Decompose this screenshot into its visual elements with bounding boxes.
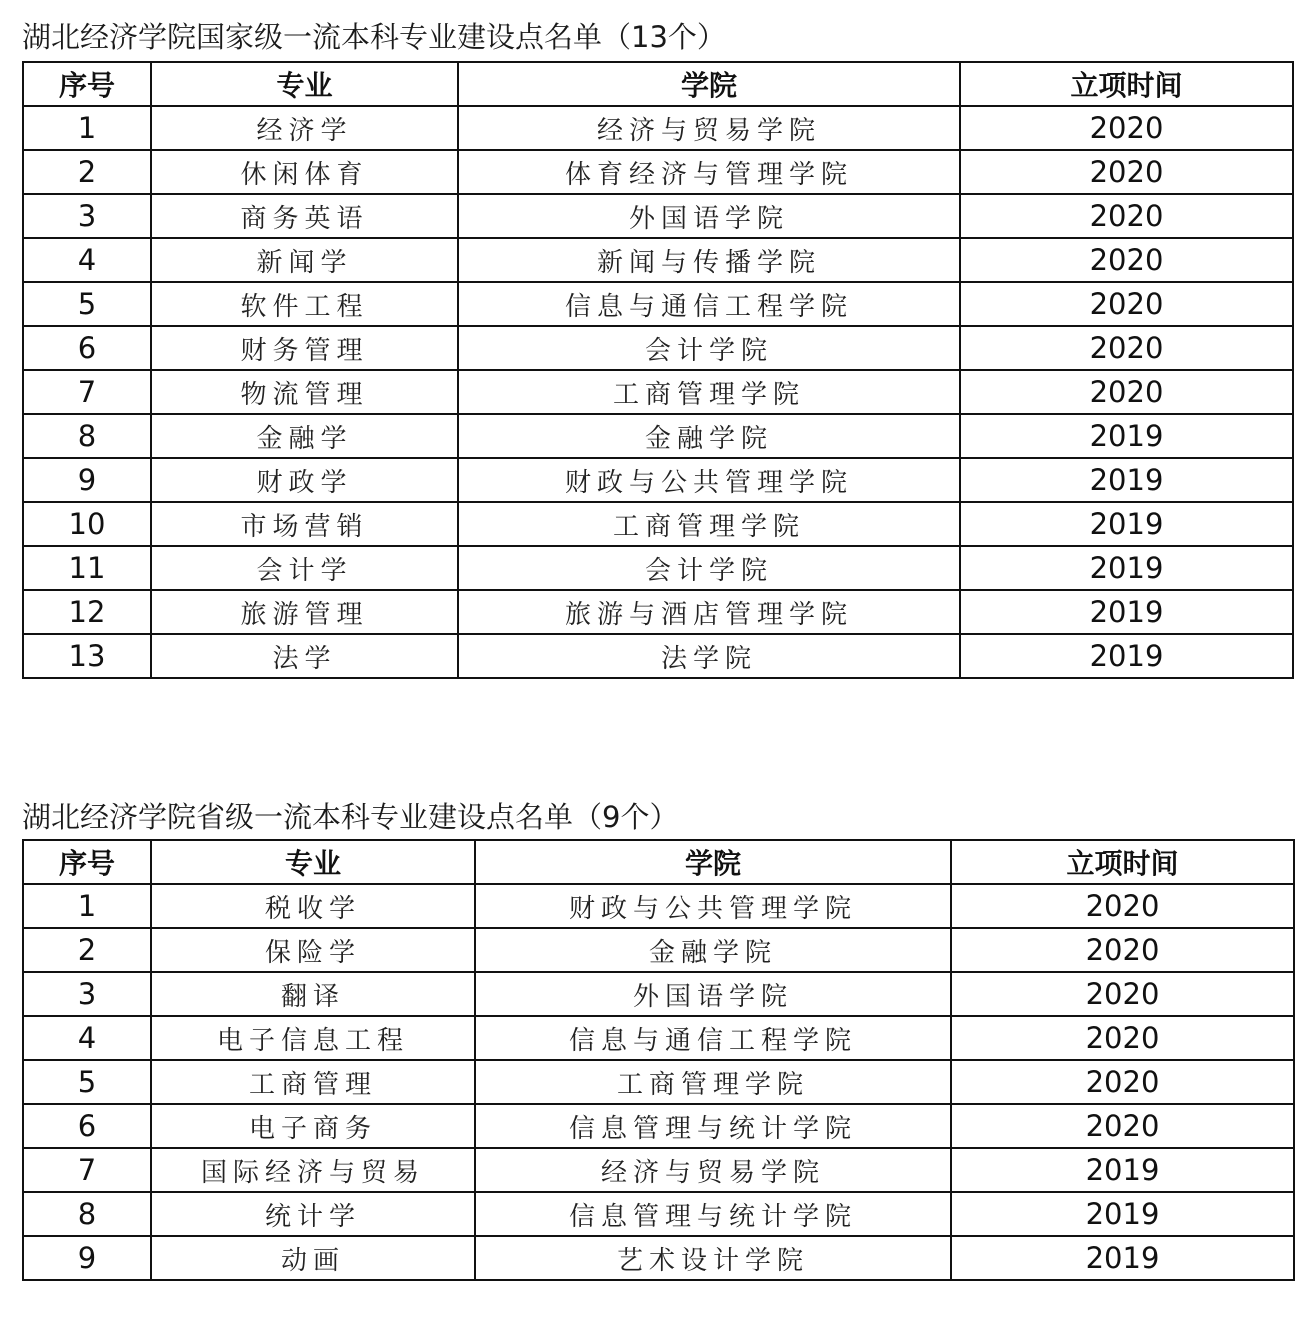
table-row <box>23 590 1293 634</box>
row-number-cell: 7 <box>23 1148 151 1192</box>
college-cell: 体育经济与管理学院 <box>458 150 960 194</box>
table-row <box>23 1104 1294 1148</box>
table-row <box>23 150 1293 194</box>
major-cell: 保险学 <box>151 928 475 972</box>
major-cell: 动画 <box>151 1236 475 1280</box>
major-cell: 财务管理 <box>151 326 458 370</box>
major-cell: 经济学 <box>151 106 458 150</box>
row-number-cell: 11 <box>23 546 151 590</box>
header-num: 序号 <box>23 62 151 106</box>
college-cell: 财政与公共管理学院 <box>475 884 951 928</box>
table-row <box>23 1016 1294 1060</box>
college-cell: 财政与公共管理学院 <box>458 458 960 502</box>
table-row <box>23 370 1293 414</box>
major-cell: 法学 <box>151 634 458 678</box>
row-number-cell: 9 <box>23 1236 151 1280</box>
major-cell: 市场营销 <box>151 502 458 546</box>
year-cell: 2019 <box>960 590 1293 634</box>
major-cell: 新闻学 <box>151 238 458 282</box>
row-number-cell: 8 <box>23 1192 151 1236</box>
header-num: 序号 <box>23 840 151 884</box>
row-number-cell: 2 <box>23 150 151 194</box>
year-cell: 2020 <box>951 928 1294 972</box>
year-cell: 2019 <box>960 634 1293 678</box>
table-header-row <box>23 62 1293 106</box>
row-number-cell: 13 <box>23 634 151 678</box>
year-cell: 2020 <box>960 370 1293 414</box>
national-majors-table <box>22 61 1294 679</box>
table-body <box>23 884 1294 1280</box>
national-list-title: 湖北经济学院国家级一流本科专业建设点名单（13个） <box>22 20 726 54</box>
row-number-cell: 4 <box>23 238 151 282</box>
college-cell: 经济与贸易学院 <box>458 106 960 150</box>
college-cell: 工商管理学院 <box>458 502 960 546</box>
major-cell: 电子信息工程 <box>151 1016 475 1060</box>
header-college: 学院 <box>475 840 951 884</box>
table-row <box>23 1148 1294 1192</box>
college-cell: 新闻与传播学院 <box>458 238 960 282</box>
college-cell: 信息与通信工程学院 <box>458 282 960 326</box>
table-row <box>23 634 1293 678</box>
table-row <box>23 414 1293 458</box>
year-cell: 2020 <box>951 972 1294 1016</box>
row-number-cell: 12 <box>23 590 151 634</box>
table-row <box>23 282 1293 326</box>
row-number-cell: 3 <box>23 972 151 1016</box>
college-cell: 会计学院 <box>458 326 960 370</box>
college-cell: 工商管理学院 <box>475 1060 951 1104</box>
row-number-cell: 10 <box>23 502 151 546</box>
table-row <box>23 502 1293 546</box>
year-cell: 2019 <box>951 1148 1294 1192</box>
header-year: 立项时间 <box>960 62 1293 106</box>
college-cell: 会计学院 <box>458 546 960 590</box>
year-cell: 2019 <box>960 502 1293 546</box>
major-cell: 旅游管理 <box>151 590 458 634</box>
table-row <box>23 1236 1294 1280</box>
major-cell: 国际经济与贸易 <box>151 1148 475 1192</box>
college-cell: 艺术设计学院 <box>475 1236 951 1280</box>
college-cell: 工商管理学院 <box>458 370 960 414</box>
year-cell: 2019 <box>960 458 1293 502</box>
major-cell: 翻译 <box>151 972 475 1016</box>
table-row <box>23 238 1293 282</box>
row-number-cell: 2 <box>23 928 151 972</box>
major-cell: 电子商务 <box>151 1104 475 1148</box>
table-row <box>23 194 1293 238</box>
header-year: 立项时间 <box>951 840 1294 884</box>
table-row <box>23 972 1294 1016</box>
table-body <box>23 106 1293 678</box>
year-cell: 2020 <box>951 1060 1294 1104</box>
college-cell: 金融学院 <box>475 928 951 972</box>
header-major: 专业 <box>151 840 475 884</box>
provincial-list-title: 湖北经济学院省级一流本科专业建设点名单（9个） <box>22 800 679 834</box>
table-row <box>23 546 1293 590</box>
table-row <box>23 1192 1294 1236</box>
major-cell: 商务英语 <box>151 194 458 238</box>
college-cell: 外国语学院 <box>475 972 951 1016</box>
year-cell: 2019 <box>951 1236 1294 1280</box>
provincial-majors-table <box>22 839 1295 1281</box>
major-cell: 统计学 <box>151 1192 475 1236</box>
table-row <box>23 928 1294 972</box>
major-cell: 会计学 <box>151 546 458 590</box>
table-row <box>23 458 1293 502</box>
row-number-cell: 7 <box>23 370 151 414</box>
row-number-cell: 1 <box>23 884 151 928</box>
college-cell: 外国语学院 <box>458 194 960 238</box>
year-cell: 2020 <box>960 326 1293 370</box>
header-college: 学院 <box>458 62 960 106</box>
college-cell: 金融学院 <box>458 414 960 458</box>
college-cell: 信息管理与统计学院 <box>475 1192 951 1236</box>
table-row <box>23 106 1293 150</box>
year-cell: 2019 <box>960 414 1293 458</box>
year-cell: 2020 <box>960 194 1293 238</box>
table-row <box>23 884 1294 928</box>
college-cell: 法学院 <box>458 634 960 678</box>
row-number-cell: 5 <box>23 282 151 326</box>
year-cell: 2020 <box>960 282 1293 326</box>
year-cell: 2019 <box>960 546 1293 590</box>
major-cell: 财政学 <box>151 458 458 502</box>
table-row <box>23 1060 1294 1104</box>
major-cell: 工商管理 <box>151 1060 475 1104</box>
row-number-cell: 8 <box>23 414 151 458</box>
row-number-cell: 6 <box>23 326 151 370</box>
major-cell: 物流管理 <box>151 370 458 414</box>
year-cell: 2020 <box>960 238 1293 282</box>
college-cell: 旅游与酒店管理学院 <box>458 590 960 634</box>
year-cell: 2020 <box>951 1016 1294 1060</box>
row-number-cell: 1 <box>23 106 151 150</box>
major-cell: 税收学 <box>151 884 475 928</box>
year-cell: 2020 <box>951 1104 1294 1148</box>
college-cell: 信息与通信工程学院 <box>475 1016 951 1060</box>
row-number-cell: 9 <box>23 458 151 502</box>
row-number-cell: 6 <box>23 1104 151 1148</box>
row-number-cell: 3 <box>23 194 151 238</box>
row-number-cell: 5 <box>23 1060 151 1104</box>
college-cell: 信息管理与统计学院 <box>475 1104 951 1148</box>
table-header-row <box>23 840 1294 884</box>
year-cell: 2020 <box>960 106 1293 150</box>
year-cell: 2020 <box>951 884 1294 928</box>
major-cell: 软件工程 <box>151 282 458 326</box>
table-row <box>23 326 1293 370</box>
header-major: 专业 <box>151 62 458 106</box>
year-cell: 2019 <box>951 1192 1294 1236</box>
major-cell: 休闲体育 <box>151 150 458 194</box>
major-cell: 金融学 <box>151 414 458 458</box>
row-number-cell: 4 <box>23 1016 151 1060</box>
college-cell: 经济与贸易学院 <box>475 1148 951 1192</box>
year-cell: 2020 <box>960 150 1293 194</box>
